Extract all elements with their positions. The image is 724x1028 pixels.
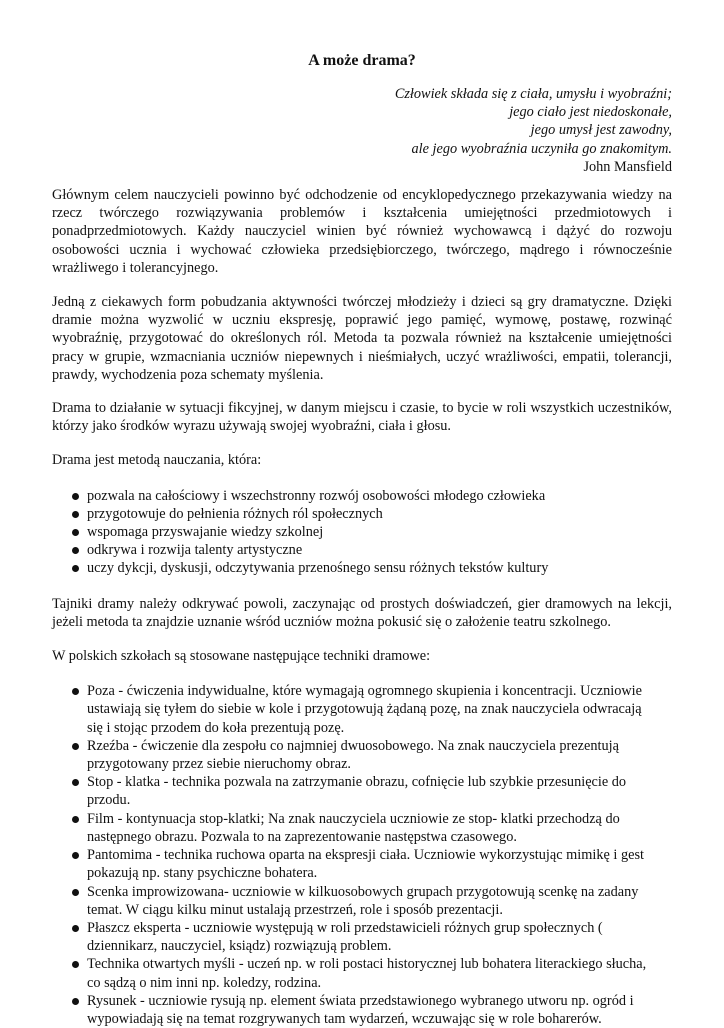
list-item [52, 559, 672, 577]
list-item [52, 992, 672, 1028]
list-item [52, 737, 672, 773]
drama-techniques-list [52, 682, 672, 1028]
bullet-icon [72, 779, 79, 786]
bullet-icon [72, 529, 79, 536]
list-item-text: Film - kontynuacja stop-klatki; Na znak nauczyciela uczniowie ze stop- klatki przechodzą do następnego obrazu. Pozwala to na zaprezentowanie następstwa czasowego. [87, 810, 620, 845]
epigraph-author: John Mansfield [583, 158, 672, 175]
list-item [52, 955, 672, 991]
paragraph-method-intro: Drama jest metodą nauczania, która: [52, 452, 262, 469]
epigraph-line: jego umysł jest zawodny, [530, 122, 672, 139]
epigraph-line: ale jego wyobraźnia uczyniła go znakomitym. [411, 140, 672, 157]
bullet-icon [72, 925, 79, 932]
list-item [52, 523, 672, 541]
list-item-text: uczy dykcji, dyskusji, odczytywania przenośnego sensu różnych tekstów kultury [87, 560, 549, 577]
list-item-text: Poza - ćwiczenia indywidualne, które wymagają ogromnego skupienia i koncentracji. Uczniowie ustawiają się tyłem do siebie w kole i przygotowują żądaną pozę, na znak nauczyciela odwracają się i stojąc przodem do koła prezentują pozę. [87, 683, 643, 736]
bullet-icon [72, 816, 79, 823]
list-item-text: odkrywa i rozwija talenty artystyczne [87, 542, 303, 559]
drama-benefits-list [52, 487, 672, 578]
bullet-icon [72, 547, 79, 554]
list-item [52, 541, 672, 559]
bullet-icon [72, 565, 79, 572]
bullet-icon [72, 852, 79, 859]
list-item [52, 810, 672, 846]
paragraph-drama-definition: Drama to działanie w sytuacji fikcyjnej, w danym miejscu i czasie, to bycie w roli wszystkich uczestników, którzy jako środków wyrazu używają swojej wyobraźni, ciała i głosu. [52, 400, 672, 435]
epigraph-line: Człowiek składa się z ciała, umysłu i wyobraźni; [394, 86, 672, 102]
bullet-icon [72, 889, 79, 896]
list-item [52, 682, 672, 737]
list-item-text: wspomaga przyswajanie wiedzy szkolnej [87, 524, 324, 541]
list-item-text: Rysunek - uczniowie rysują np. element świata przedstawionego wybranego utworu np. ogród i wypowiadają się na temat rozgrywanych tam wydarzeń, wczuwając się w role boharerów. [87, 992, 634, 1027]
paragraph-goals: Głównym celem nauczycieli powinno być odchodzenie od encyklopedycznego przekazywania wiedzy na rzecz twórczego rozwiązywania problemów i kształcenia umiejętności przedmiotowych i ponadprzedmiotowych. Każdy nauczyciel winien być również wychowawcą i dążyć do rozwoju osobowości ucznia i wychować człowieka przedsiębiorczego, twórczego, mądrego i równocześnie wrażliwego i tolerancyjnego. [52, 187, 672, 276]
list-item-text: Pantomima - technika ruchowa oparta na ekspresji ciała. Uczniowie wykorzystując mimikę i gest pokazują np. stany psychiczne bohatera. [87, 847, 644, 882]
document-body [52, 186, 672, 1028]
bullet-icon [72, 688, 79, 695]
list-item-text: Technika otwartych myśli - uczeń np. w roli postaci historycznej lub bohatera literackiego słucha, co sądzą o nim inni np. koledzy, rodzina. [87, 956, 647, 991]
list-item-text: Rzeźba - ćwiczenie dla zespołu co najmniej dwuosobowego. Na znak nauczyciela prezentują przygotowany przez siebie nieruchomy obraz. [87, 737, 619, 773]
epigraph-line: jego ciało jest niedoskonałe, [509, 104, 672, 121]
bullet-icon [72, 998, 79, 1005]
list-item [52, 487, 672, 505]
epigraph [395, 85, 672, 176]
paragraph-techniques-intro: W polskich szkołach są stosowane następujące techniki dramowe: [52, 648, 431, 665]
list-item [52, 883, 672, 919]
bullet-icon [72, 493, 79, 500]
list-item-text: przygotowuje do pełnienia różnych ról społecznych [87, 505, 383, 522]
list-item [52, 846, 672, 882]
list-item-text: Płaszcz eksperta - uczniowie występują w roli przedstawicieli różnych grup społecznych ( dziennikarz, nauczyciel, ksiądz) rozwiązują problem. [87, 919, 603, 955]
bullet-icon [72, 961, 79, 968]
list-item-text: Scenka improwizowana- uczniowie w kilkuosobowych grupach przygotowują scenkę na zadany temat. W ciągu kilku minut ustalają przestrzeń, role i sposób prezentacji. [87, 883, 639, 918]
page-title: A może drama? [308, 52, 416, 69]
bullet-icon [72, 511, 79, 518]
list-item [52, 919, 672, 955]
list-item [52, 773, 672, 809]
list-item-text: pozwala na całościowy i wszechstronny rozwój osobowości młodego człowieka [87, 487, 546, 504]
list-item-text: Stop - klatka - technika pozwala na zatrzymanie obrazu, cofnięcie lub szybkie przesunięcie do przodu. [87, 774, 627, 809]
paragraph-drama-forms: Jedną z ciekawych form pobudzania aktywności twórczej młodzieży i dzieci są gry dramatyczne. Dzięki dramie można wyzwolić w uczniu ekspresję, poprawić jego pamięć, wymowę, postawę, rozwinąć wyobraźnię, przygotować do określonych ról. Metoda ta pozwala również na kształcenie umiejętności pracy w grupie, wzmacniania uczniów niepewnych i nieśmiałych, uczyć wrażliwości, empatii, tolerancji, prawdy, wychodzenia poza schematy myślenia. [52, 294, 672, 383]
paragraph-drama-secrets: Tajniki dramy należy odkrywać powoli, zaczynając od prostych doświadczeń, gier dramowych na lekcji, jeżeli metoda ta znajdzie uznanie wśród uczniów można pokusić się o założenie teatru szkolnego. [52, 595, 672, 630]
bullet-icon [72, 743, 79, 750]
list-item [52, 505, 672, 523]
